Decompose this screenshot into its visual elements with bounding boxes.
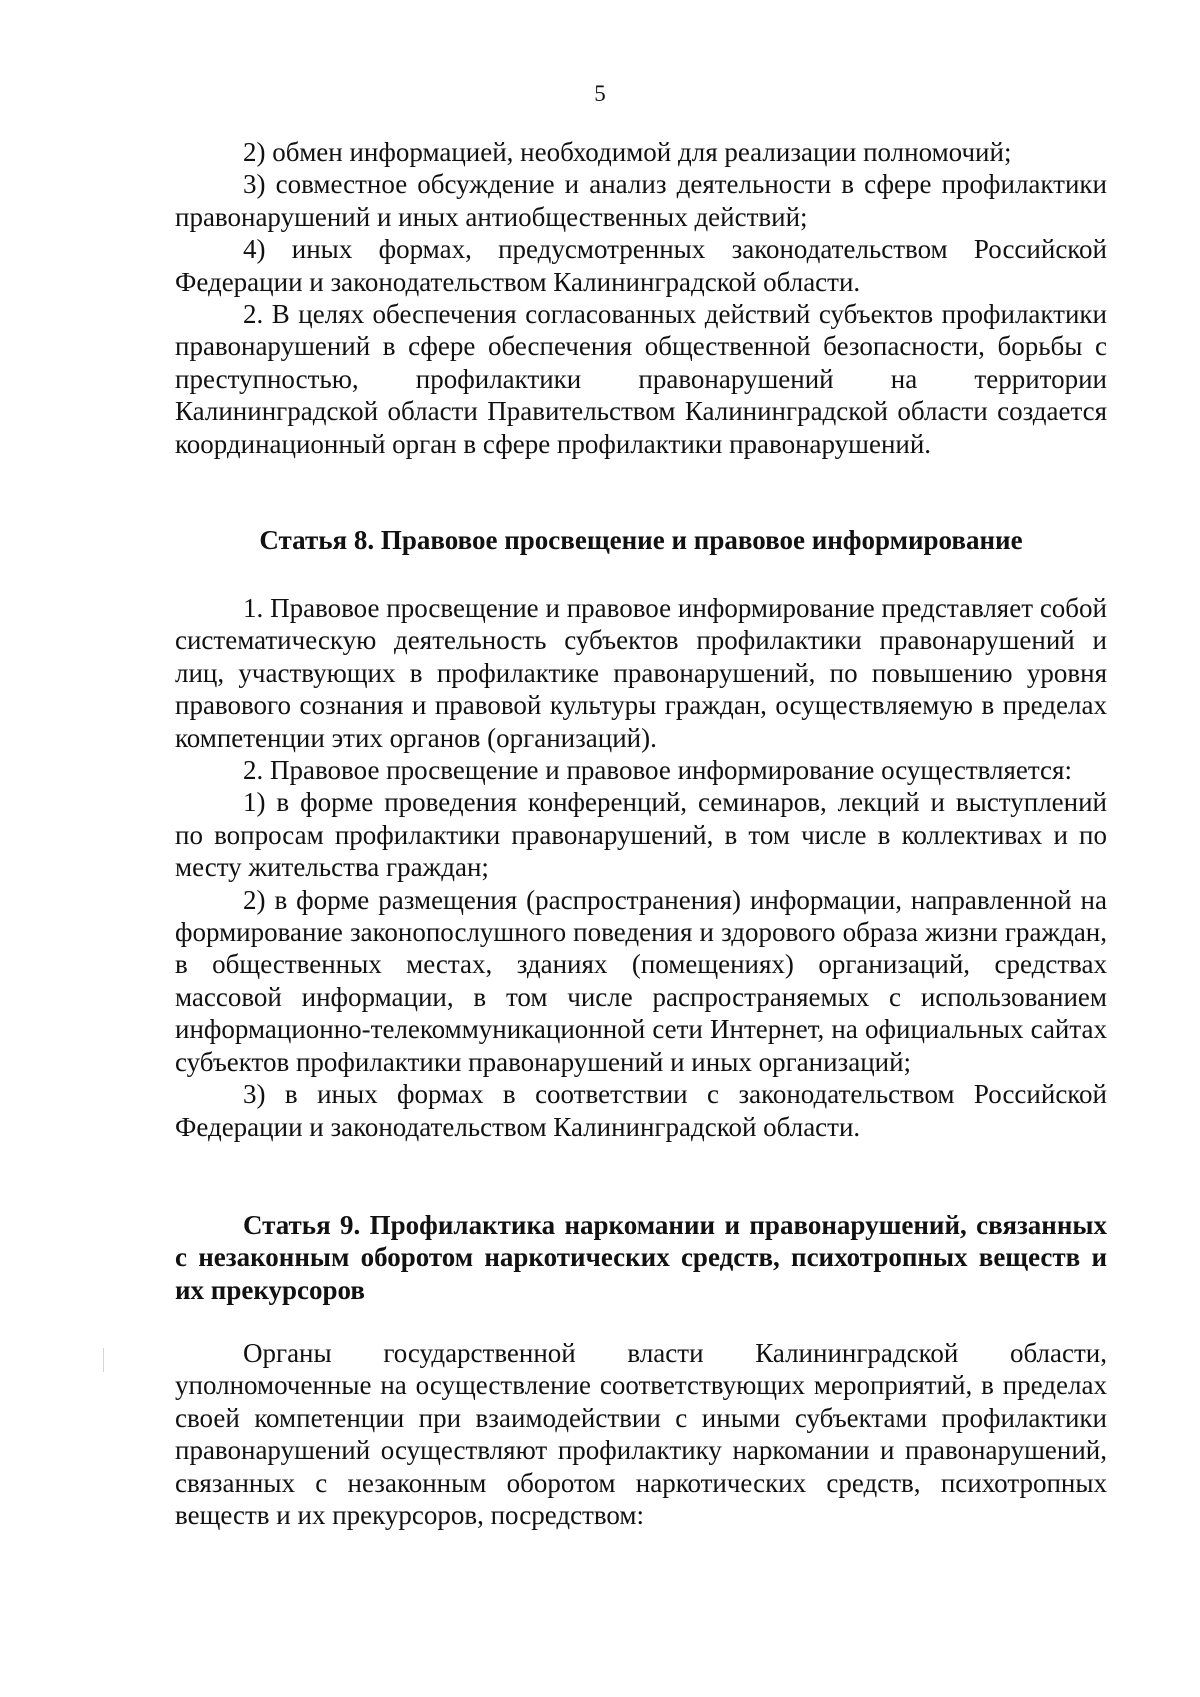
list-item-exchange: 2) обмен информацией, необходимой для реализации полномочий;	[243, 137, 1012, 167]
article-8-heading: Статья 8. Правовое просвещение и правовое информирование	[259, 525, 1023, 555]
paragraph-coordination-body: 2. В целях обеспечения согласованных действий субъектов профилактики правонарушений в сфере обеспечения общественной безопасности, борьбы с преступностью, профилактики правонарушений на территории Калининградской области Правительством Калининградской области создается координационный орган в сфере профилактики правонарушений.	[175, 299, 1107, 459]
list-item-discussion: 3) совместное обсуждение и анализ деятельности в сфере профилактики правонарушений и иных антиобщественных действий;	[175, 169, 1107, 232]
article-8-item-1: 1) в форме проведения конференций, семинаров, лекций и выступлений по вопросам профилактики правонарушений, в том числе в коллективах и по месту жительства граждан;	[175, 787, 1107, 883]
article-9-heading: Статья 9. Профилактика наркомании и правонарушений, связанных с незаконным оборотом наркотических средств, психотропных веществ и их прекурсоров	[175, 1210, 1107, 1305]
page-number: 5	[594, 81, 606, 106]
article-9-body	[175, 1337, 1107, 1531]
article-8-paragraph-2: 2. Правовое просвещение и правовое информирование осуществляется:	[243, 755, 1072, 786]
article-9-paragraph-1: Органы государственной власти Калининградской области, уполномоченные на осуществление соответствующих мероприятий, в пределах своей компетенции при взаимодействии с иными субъектами профилактики правонарушений осуществляют профилактику наркомании и правонарушений, связанных с незаконным оборотом наркотических средств, психотропных веществ и их прекурсоров, посредством:	[175, 1338, 1107, 1531]
article-8-item-2: 2) в форме размещения (распространения) информации, направленной на формирование законопослушного поведения и здорового образа жизни граждан, в общественных местах, зданиях (помещениях) организаций, средствах массовой информации, в том числе распространяемых с использованием информационно-телекоммуникационной сети Интернет, на официальных сайтах субъектов профилактики правонарушений и иных организаций;	[175, 884, 1107, 1077]
article-8-body	[175, 592, 1107, 1143]
list-item-other-forms: 4) иных формах, предусмотренных законодательством Российской Федерации и законодательством Калининградской области.	[175, 234, 1107, 297]
scan-margin-mark	[103, 1348, 104, 1372]
paragraph-block-top	[175, 136, 1107, 460]
article-8-item-3: 3) в иных формах в соответствии с законодательством Российской Федерации и законодательством Калининградской области.	[175, 1079, 1107, 1142]
article-8-paragraph-1: 1. Правовое просвещение и правовое информирование представляет собой систематическую деятельность субъектов профилактики правонарушений и лиц, участвующих в профилактике правонарушений, по повышению уровня правового сознания и правовой культуры граждан, осуществляемую в пределах компетенции этих органов (организаций).	[175, 593, 1107, 753]
